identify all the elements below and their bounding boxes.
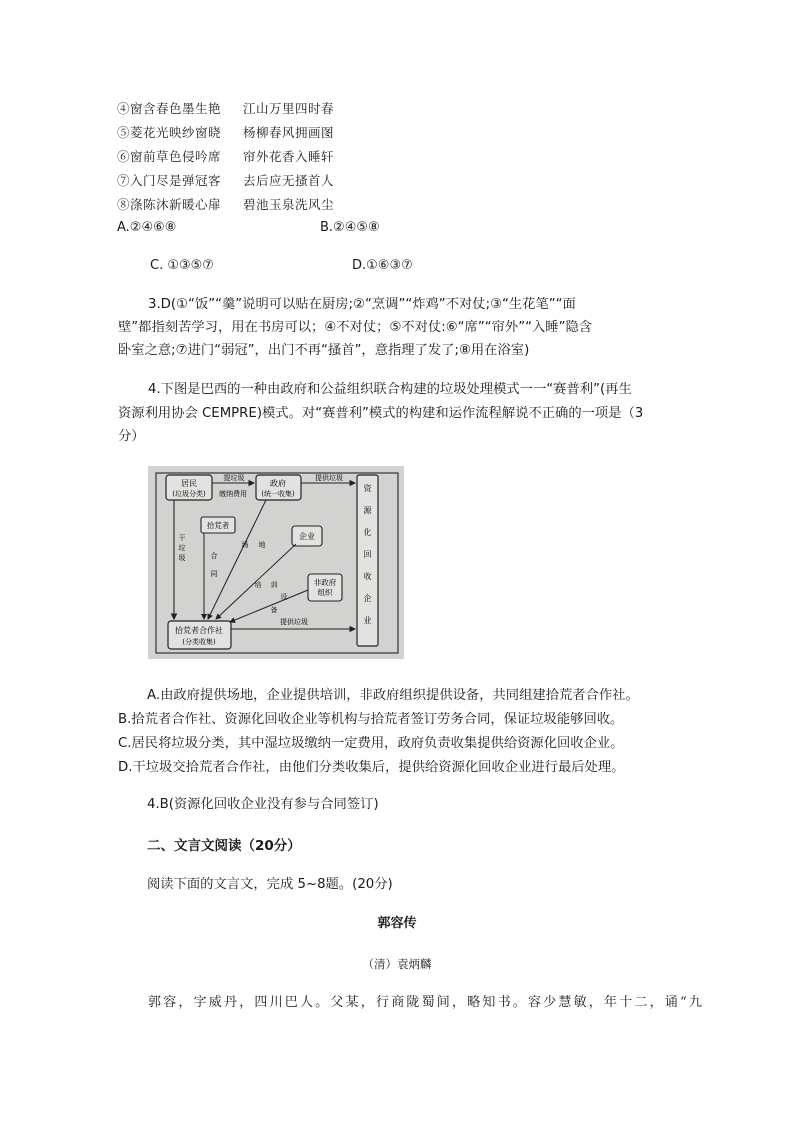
label-venue: 场 [241,541,249,549]
couplet-right: 杨柳春风拥画图 [243,125,335,140]
couplet-right: 帘外花香入睡轩 [243,149,335,164]
couplet-8 [117,196,334,214]
couplet-right: 去后应无搔首人 [243,173,335,188]
ngo-label-2: 组织 [317,588,333,597]
couplet-6 [117,148,334,166]
recycler-char: 企 [363,594,372,603]
ngo-label-1: 非政府 [313,578,337,587]
label-pay-fee: 缴纳费用 [219,490,247,498]
label-dry-garbage: 垃 [178,544,186,552]
q3-option-b: B.②④⑤⑧ [320,220,380,235]
q3-answer-line1: 3.D(①“饭”“羹”说明可以贴在厨房;②“烹调”“炸鸡”不对仗;③“生花笔”“面 [148,297,576,312]
recycler-char: 资 [363,484,372,493]
label-dry-garbage: 圾 [178,554,186,562]
residents-label: 居民 [181,479,197,488]
label-training: 训 [270,581,278,589]
passage-line: 郭容，字威丹，四川巴人。父某，行商陇蜀间，略知书。容少慧敏，年十二，诵“九 [148,995,705,1010]
q3-answer-line3: 卧室之意;⑦进门“弱冠”，出门不再“搔首”，意指理了发了;⑧用在浴室) [118,343,530,358]
couplet-left: ⑦入门尽是弹冠客 [117,173,222,188]
q4-option-a: A.由政府提供场地，企业提供培训，非政府组织提供设备，共同组建拾荒者合作社。 [147,688,639,703]
couplet-4 [117,100,334,118]
label-contract: 同 [210,570,218,578]
recycler-char: 回 [363,550,372,559]
recycler-char: 收 [363,572,372,581]
section-intro: 阅读下面的文言文，完成 5~8题。(20分) [147,877,393,892]
label-provide-garbage: 提供垃圾 [280,618,308,626]
q4-answer: 4.B(资源化回收企业没有参与合同签订) [147,797,379,812]
recycler-char: 源 [363,506,372,515]
q4-stem-line2: 资源利用协会 CEMPRE)模式。对“赛普利”模式的构建和运作流程解说不正确的一项是（3 [118,406,644,421]
couplet-right: 碧池玉泉洗风尘 [243,197,335,212]
q4-option-b: B.拾荒者合作社、资源化回收企业等机构与拾荒者签订劳务合同，保证垃圾能够回收。 [118,712,624,727]
q4-option-d: D.干垃圾交拾荒者合作社，由他们分类收集后，提供给资源化回收企业进行最后处理。 [118,760,625,775]
label-venue: 地 [258,541,266,549]
coop-sub-label: (分类收集) [182,638,216,646]
recycler-char: 化 [363,528,372,537]
label-contract: 合 [210,552,218,560]
couplet-5 [117,124,334,142]
passage-author: （清）袁炳麟 [362,957,432,971]
label-training: 培 [254,581,262,589]
label-provide-garbage: 提垃圾 [223,474,245,482]
government-sub-label: (统一收集) [261,490,295,498]
couplet-7 [117,172,334,190]
couplet-right: 江山万里四时春 [243,101,335,116]
q3-answer-line2: 壁”都指刻苦学习，用在书房可以；④不对仗；⑤不对仗:⑥“席”“帘外”“入睡”隐含 [118,320,593,335]
label-dry-garbage: 干 [178,534,186,542]
q3-option-c: C. ①③⑤⑦ [150,258,214,273]
scavengers-label: 拾荒者 [206,521,230,530]
garbage-flow-diagram [148,466,404,659]
label-equipment: 设 [280,593,288,601]
passage-title: 郭容传 [377,916,417,931]
q3-option-a: A.②④⑥⑧ [117,220,177,235]
couplet-left: ⑤菱花光映纱窗晓 [117,125,222,140]
q3-option-d: D.①⑥③⑦ [352,258,413,273]
label-provide-garbage: 提供垃圾 [315,474,343,482]
recycler-char: 业 [363,616,372,625]
residents-sub-label: (垃圾分类) [172,490,206,498]
q4-option-c: C.居民将垃圾分类，其中湿垃圾缴纳一定费用，政府负责收集提供给资源化回收企业。 [118,736,624,751]
q4-stem-line3: 分） [118,429,145,444]
section-title: 二、文言文阅读（20分） [147,838,301,854]
government-label: 政府 [270,479,286,488]
couplet-left: ⑧涤陈沐新暖心扉 [117,197,222,212]
label-equipment: 备 [270,606,278,614]
coop-label: 拾荒者合作社 [175,626,223,635]
couplet-left: ⑥窗前草色侵吟席 [117,149,222,164]
couplet-left: ④窗含春色墨生艳 [117,101,222,116]
enterprise-label: 企业 [299,532,315,541]
q4-stem-line1: 4.下图是巴西的一种由政府和公益组织联合构建的垃圾处理模式一一“赛普利”(再生 [148,382,632,397]
